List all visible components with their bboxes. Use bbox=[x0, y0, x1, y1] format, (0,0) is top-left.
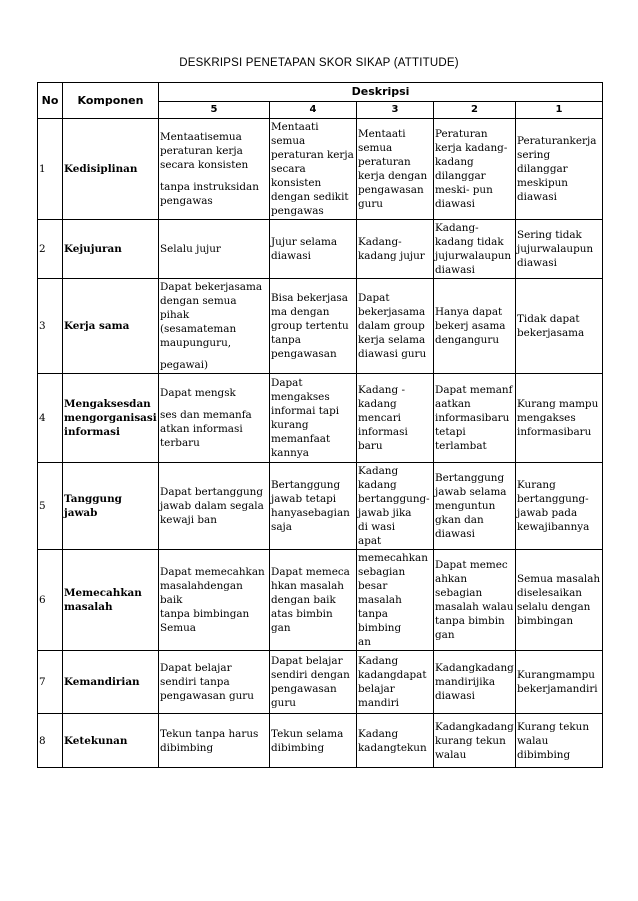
description-cell-score-3 bbox=[357, 714, 434, 768]
description-line: Kurang mampu bbox=[517, 398, 599, 410]
description-cell-score-3 bbox=[357, 279, 434, 374]
description-line: kadang tidak bbox=[435, 236, 504, 248]
description-line: peraturan kerja bbox=[271, 149, 354, 161]
description-line: Mentaati semua bbox=[271, 121, 319, 147]
description-line: Dapat bertanggung bbox=[160, 486, 264, 498]
description-line: Sering tidak bbox=[517, 229, 582, 241]
description-line: Dapat memec bbox=[435, 559, 508, 571]
component-name bbox=[63, 220, 159, 279]
description-cell-score-2 bbox=[434, 374, 516, 463]
component-line: Ketekunan bbox=[64, 734, 128, 747]
description-line: jujurwalaupun bbox=[517, 243, 594, 255]
description-line: besar bbox=[358, 580, 388, 592]
header-score-3: 3 bbox=[357, 102, 434, 119]
description-line: Dapat memeca bbox=[271, 566, 350, 578]
description-line: Mentaatisemua bbox=[160, 131, 242, 143]
description-line: Dapat bekerjasama bbox=[160, 281, 263, 293]
description-line: Semua masalah bbox=[517, 573, 601, 585]
description-cell-score-3 bbox=[357, 119, 434, 220]
description-line: Kadang - bbox=[358, 384, 405, 396]
description-line: denganguru bbox=[435, 334, 500, 346]
table-body bbox=[38, 119, 603, 768]
description-line: informasibaru bbox=[517, 426, 592, 438]
line-gap bbox=[160, 350, 268, 358]
description-cell-score-5 bbox=[159, 279, 270, 374]
description-line: mengakses bbox=[271, 391, 330, 403]
description-line: terbaru bbox=[160, 437, 200, 449]
component-name bbox=[63, 119, 159, 220]
description-cell-score-1 bbox=[516, 550, 603, 651]
description-line: kannya bbox=[271, 447, 309, 459]
description-line: kadang bbox=[358, 479, 397, 491]
description-line: Tekun selama bbox=[271, 727, 344, 740]
component-line: informasi bbox=[64, 426, 120, 438]
description-line: mandirijika bbox=[435, 676, 496, 688]
description-line: peraturan kerja bbox=[160, 145, 243, 157]
description-line: bimbingan bbox=[517, 615, 574, 627]
component-name bbox=[63, 279, 159, 374]
description-line: jawab pada bbox=[517, 507, 578, 519]
description-line: bekerjasama bbox=[358, 306, 426, 318]
row-number: 1 bbox=[38, 119, 63, 220]
description-line: Kurang tekun bbox=[517, 720, 590, 733]
description-cell-score-1 bbox=[516, 374, 603, 463]
description-cell-score-4 bbox=[270, 714, 357, 768]
description-cell-score-2 bbox=[434, 651, 516, 714]
component-name bbox=[63, 651, 159, 714]
description-cell-score-1 bbox=[516, 279, 603, 374]
description-line: diawasi bbox=[435, 690, 475, 702]
description-line: mengakses bbox=[517, 412, 576, 424]
description-line: jujurwalaupun bbox=[435, 250, 512, 262]
description-line: Dapat belajar bbox=[160, 662, 232, 674]
description-line: Kadang bbox=[358, 655, 399, 667]
description-line: hkan masalah bbox=[271, 580, 344, 592]
description-line: bertanggung- bbox=[358, 493, 430, 505]
description-line: kewajibannya bbox=[517, 521, 590, 533]
description-line: diawasi bbox=[435, 528, 475, 540]
description-line: (sesamateman bbox=[160, 323, 237, 335]
header-deskripsi: Deskripsi bbox=[159, 83, 603, 102]
description-cell-score-1 bbox=[516, 651, 603, 714]
description-line: diawasi bbox=[517, 191, 557, 203]
description-line: Kadang bbox=[358, 465, 399, 477]
description-line: belajar bbox=[358, 683, 395, 695]
description-line: Kurangmampu bbox=[517, 669, 595, 681]
header-score-5: 5 bbox=[159, 102, 270, 119]
description-line: atkan informasi bbox=[160, 423, 243, 435]
description-line: bekerjamandiri bbox=[517, 683, 598, 695]
description-cell-score-5 bbox=[159, 220, 270, 279]
row-number: 5 bbox=[38, 463, 63, 550]
description-line: guru bbox=[358, 198, 384, 210]
description-line: maupunguru, bbox=[160, 337, 232, 349]
description-line: diawasi bbox=[517, 257, 557, 269]
description-cell-score-4 bbox=[270, 119, 357, 220]
description-line: diawasi bbox=[435, 264, 475, 276]
description-line: pengawas bbox=[271, 205, 324, 217]
description-cell-score-2 bbox=[434, 119, 516, 220]
description-line: pengawasan bbox=[358, 184, 424, 196]
description-line: Kadang- bbox=[358, 236, 402, 248]
line-gap bbox=[160, 172, 268, 180]
description-line: sendiri tanpa bbox=[160, 676, 230, 688]
description-line: ma dengan bbox=[271, 306, 330, 318]
description-cell-score-3 bbox=[357, 374, 434, 463]
description-line: informai tapi bbox=[271, 405, 340, 417]
description-line: Bertanggung bbox=[435, 472, 505, 484]
description-line: pengawas bbox=[160, 195, 213, 207]
component-line: Memecahkan bbox=[64, 587, 142, 599]
description-line: Dapat belajar bbox=[271, 655, 343, 667]
description-cell-score-2 bbox=[434, 220, 516, 279]
description-line: bertanggung- bbox=[517, 493, 589, 505]
description-line: memecahkan bbox=[358, 552, 428, 564]
description-line: Peraturankerja bbox=[517, 135, 597, 147]
component-name bbox=[63, 714, 159, 768]
description-line: informasibaru bbox=[435, 412, 510, 424]
description-line: ses dan memanfa bbox=[160, 409, 252, 421]
description-cell-score-1 bbox=[516, 714, 603, 768]
description-line: kewaji ban bbox=[160, 514, 217, 526]
description-line: dibimbing bbox=[517, 748, 571, 761]
description-line: Kadang- bbox=[435, 222, 479, 234]
description-line: diawasi bbox=[435, 198, 475, 210]
row-number: 7 bbox=[38, 651, 63, 714]
line-gap bbox=[160, 400, 268, 408]
description-line: mencari bbox=[358, 412, 401, 424]
description-line: konsisten bbox=[271, 177, 322, 189]
row-number: 3 bbox=[38, 279, 63, 374]
description-cell-score-4 bbox=[270, 651, 357, 714]
header-no: No bbox=[38, 83, 63, 119]
description-line: Semua bbox=[160, 622, 197, 634]
description-cell-score-4 bbox=[270, 550, 357, 651]
description-line: Tidak dapat bbox=[517, 313, 580, 325]
description-line: aatkan bbox=[435, 398, 471, 410]
description-line: Jujur selama bbox=[271, 236, 338, 248]
description-line: jawab jika bbox=[358, 507, 412, 519]
table-row bbox=[38, 714, 603, 768]
description-cell-score-5 bbox=[159, 651, 270, 714]
description-line: diawasi guru bbox=[358, 348, 427, 360]
description-line: Mentaati bbox=[358, 128, 406, 140]
description-line: Selalu jujur bbox=[160, 243, 221, 255]
description-line: diselesaikan bbox=[517, 587, 582, 599]
description-line: atas bimbin gan bbox=[271, 608, 333, 634]
description-line: kerja dengan bbox=[358, 170, 428, 182]
description-line: Dapat bbox=[358, 292, 390, 304]
description-line: group tertentu bbox=[271, 320, 349, 332]
description-line: kadangtekun bbox=[358, 741, 427, 754]
row-number: 8 bbox=[38, 714, 63, 768]
description-cell-score-3 bbox=[357, 651, 434, 714]
description-line: dalam group bbox=[358, 320, 425, 332]
description-line: dengan baik bbox=[271, 594, 336, 606]
component-line: mengorganisasi bbox=[64, 412, 157, 424]
description-line: dibimbing bbox=[271, 741, 325, 754]
description-line: Dapat bbox=[271, 377, 303, 389]
header-komponen: Komponen bbox=[63, 83, 159, 119]
component-name bbox=[63, 463, 159, 550]
description-line: Kadangkadang bbox=[435, 720, 514, 733]
header-score-4: 4 bbox=[270, 102, 357, 119]
description-cell-score-2 bbox=[434, 279, 516, 374]
description-line: Kadangkadang bbox=[435, 662, 514, 674]
description-line: kerja kadang- bbox=[435, 142, 508, 154]
description-line: kerja selama bbox=[358, 334, 426, 346]
description-line: sebagian bbox=[358, 566, 406, 578]
description-line: pengawasan bbox=[271, 683, 337, 695]
description-line: tanpa bimbin bbox=[435, 615, 505, 627]
description-line: baru bbox=[358, 440, 383, 452]
description-line: peraturan bbox=[358, 156, 411, 168]
description-line: Tekun tanpa harus bbox=[160, 727, 259, 740]
description-line: Bertanggung bbox=[271, 479, 341, 491]
description-cell-score-5 bbox=[159, 374, 270, 463]
component-line: Kemandirian bbox=[64, 676, 140, 688]
description-line: saja bbox=[271, 521, 292, 533]
description-line: dilanggar bbox=[435, 170, 486, 182]
row-number: 4 bbox=[38, 374, 63, 463]
description-line: terlambat bbox=[435, 440, 487, 452]
description-cell-score-1 bbox=[516, 463, 603, 550]
description-line: apat bbox=[358, 535, 382, 547]
description-line: semua bbox=[358, 142, 393, 154]
description-cell-score-5 bbox=[159, 119, 270, 220]
description-line: jawab dalam segala bbox=[160, 500, 264, 512]
component-line: Tanggung jawab bbox=[64, 493, 122, 519]
table-row bbox=[38, 220, 603, 279]
description-line: secara konsisten bbox=[160, 159, 249, 171]
description-line: walau bbox=[517, 734, 549, 747]
description-cell-score-4 bbox=[270, 463, 357, 550]
description-line: kurang bbox=[271, 419, 309, 431]
description-line: guru bbox=[271, 697, 297, 709]
description-line: Dapat memanf bbox=[435, 384, 513, 396]
description-line: meskipun bbox=[517, 177, 568, 189]
description-cell-score-2 bbox=[434, 714, 516, 768]
component-line: Kerja sama bbox=[64, 320, 130, 332]
description-cell-score-3 bbox=[357, 220, 434, 279]
description-cell-score-1 bbox=[516, 220, 603, 279]
description-line: kadang jujur bbox=[358, 250, 425, 262]
description-line: kadang bbox=[435, 156, 474, 168]
description-line: pegawai) bbox=[160, 359, 209, 371]
description-line: kurang tekun bbox=[435, 734, 506, 747]
table-row bbox=[38, 119, 603, 220]
table-row bbox=[38, 651, 603, 714]
table-row bbox=[38, 279, 603, 374]
description-line: diawasi bbox=[271, 250, 311, 262]
description-cell-score-2 bbox=[434, 463, 516, 550]
description-line: Bisa bekerjasa bbox=[271, 292, 348, 304]
description-line: tanpa bimbing bbox=[358, 608, 402, 634]
component-name bbox=[63, 374, 159, 463]
header-score-1: 1 bbox=[516, 102, 603, 119]
description-line: hanyasebagian bbox=[271, 507, 350, 519]
description-line: menguntun bbox=[435, 500, 496, 512]
description-line: kadang bbox=[358, 398, 397, 410]
description-line: tanpa bimbingan bbox=[160, 608, 250, 620]
description-cell-score-4 bbox=[270, 374, 357, 463]
description-cell-score-3 bbox=[357, 550, 434, 651]
description-line: jawab tetapi bbox=[271, 493, 337, 505]
description-line: selalu dengan bbox=[517, 601, 591, 613]
row-number: 6 bbox=[38, 550, 63, 651]
description-line: Dapat memecahkan bbox=[160, 566, 265, 578]
table-row bbox=[38, 374, 603, 463]
description-line: walau bbox=[435, 748, 467, 761]
table-row bbox=[38, 463, 603, 550]
description-line: gan bbox=[435, 629, 455, 641]
description-line: Peraturan bbox=[435, 128, 488, 140]
description-cell-score-4 bbox=[270, 279, 357, 374]
description-cell-score-5 bbox=[159, 714, 270, 768]
description-line: tetapi bbox=[435, 426, 466, 438]
description-line: Hanya dapat bbox=[435, 306, 503, 318]
description-line: secara bbox=[271, 163, 306, 175]
component-line: Kejujuran bbox=[64, 243, 122, 255]
header-score-2: 2 bbox=[434, 102, 516, 119]
attitude-score-table bbox=[37, 82, 603, 768]
description-line: dibimbing bbox=[160, 741, 214, 754]
description-line: kadangdapat bbox=[358, 669, 427, 681]
description-line: masalahdengan baik bbox=[160, 580, 243, 606]
description-cell-score-1 bbox=[516, 119, 603, 220]
description-line: gkan dan bbox=[435, 514, 484, 526]
description-line: Kurang bbox=[517, 479, 556, 491]
description-line: dengan semua pihak bbox=[160, 295, 237, 321]
component-line: Mengaksesdan bbox=[64, 398, 151, 410]
description-line: masalah walau bbox=[435, 601, 514, 613]
description-line: bekerj asama bbox=[435, 320, 506, 332]
description-line: Dapat mengsk bbox=[160, 387, 236, 399]
description-line: meski- pun bbox=[435, 184, 493, 196]
description-line: informasi bbox=[358, 426, 408, 438]
description-line: tanpa bbox=[271, 334, 301, 346]
page-title: DESKRIPSI PENETAPAN SKOR SIKAP (ATTITUDE) bbox=[179, 57, 459, 69]
description-line: pengawasan guru bbox=[160, 690, 254, 702]
description-line: Kadang bbox=[358, 727, 399, 740]
description-line: sering dilanggar bbox=[517, 149, 568, 175]
component-name bbox=[63, 550, 159, 651]
description-line: ahkan bbox=[435, 573, 468, 585]
description-line: an bbox=[358, 636, 371, 648]
description-line: masalah bbox=[358, 594, 402, 606]
description-line: jawab selama bbox=[435, 486, 507, 498]
table-row bbox=[38, 550, 603, 651]
row-number: 2 bbox=[38, 220, 63, 279]
description-line: tanpa instruksidan bbox=[160, 181, 259, 193]
component-line: Kedisiplinan bbox=[64, 163, 138, 175]
description-cell-score-5 bbox=[159, 550, 270, 651]
description-line: sendiri dengan bbox=[271, 669, 350, 681]
description-line: pengawasan bbox=[271, 348, 337, 360]
description-cell-score-2 bbox=[434, 550, 516, 651]
description-cell-score-3 bbox=[357, 463, 434, 550]
component-line: masalah bbox=[64, 601, 113, 613]
description-line: mandiri bbox=[358, 697, 400, 709]
description-cell-score-4 bbox=[270, 220, 357, 279]
description-line: memanfaat bbox=[271, 433, 331, 445]
description-line: dengan sedikit bbox=[271, 191, 349, 203]
description-line: di wasi bbox=[358, 521, 396, 533]
description-line: bekerjasama bbox=[517, 327, 585, 339]
description-line: sebagian bbox=[435, 587, 483, 599]
description-cell-score-5 bbox=[159, 463, 270, 550]
